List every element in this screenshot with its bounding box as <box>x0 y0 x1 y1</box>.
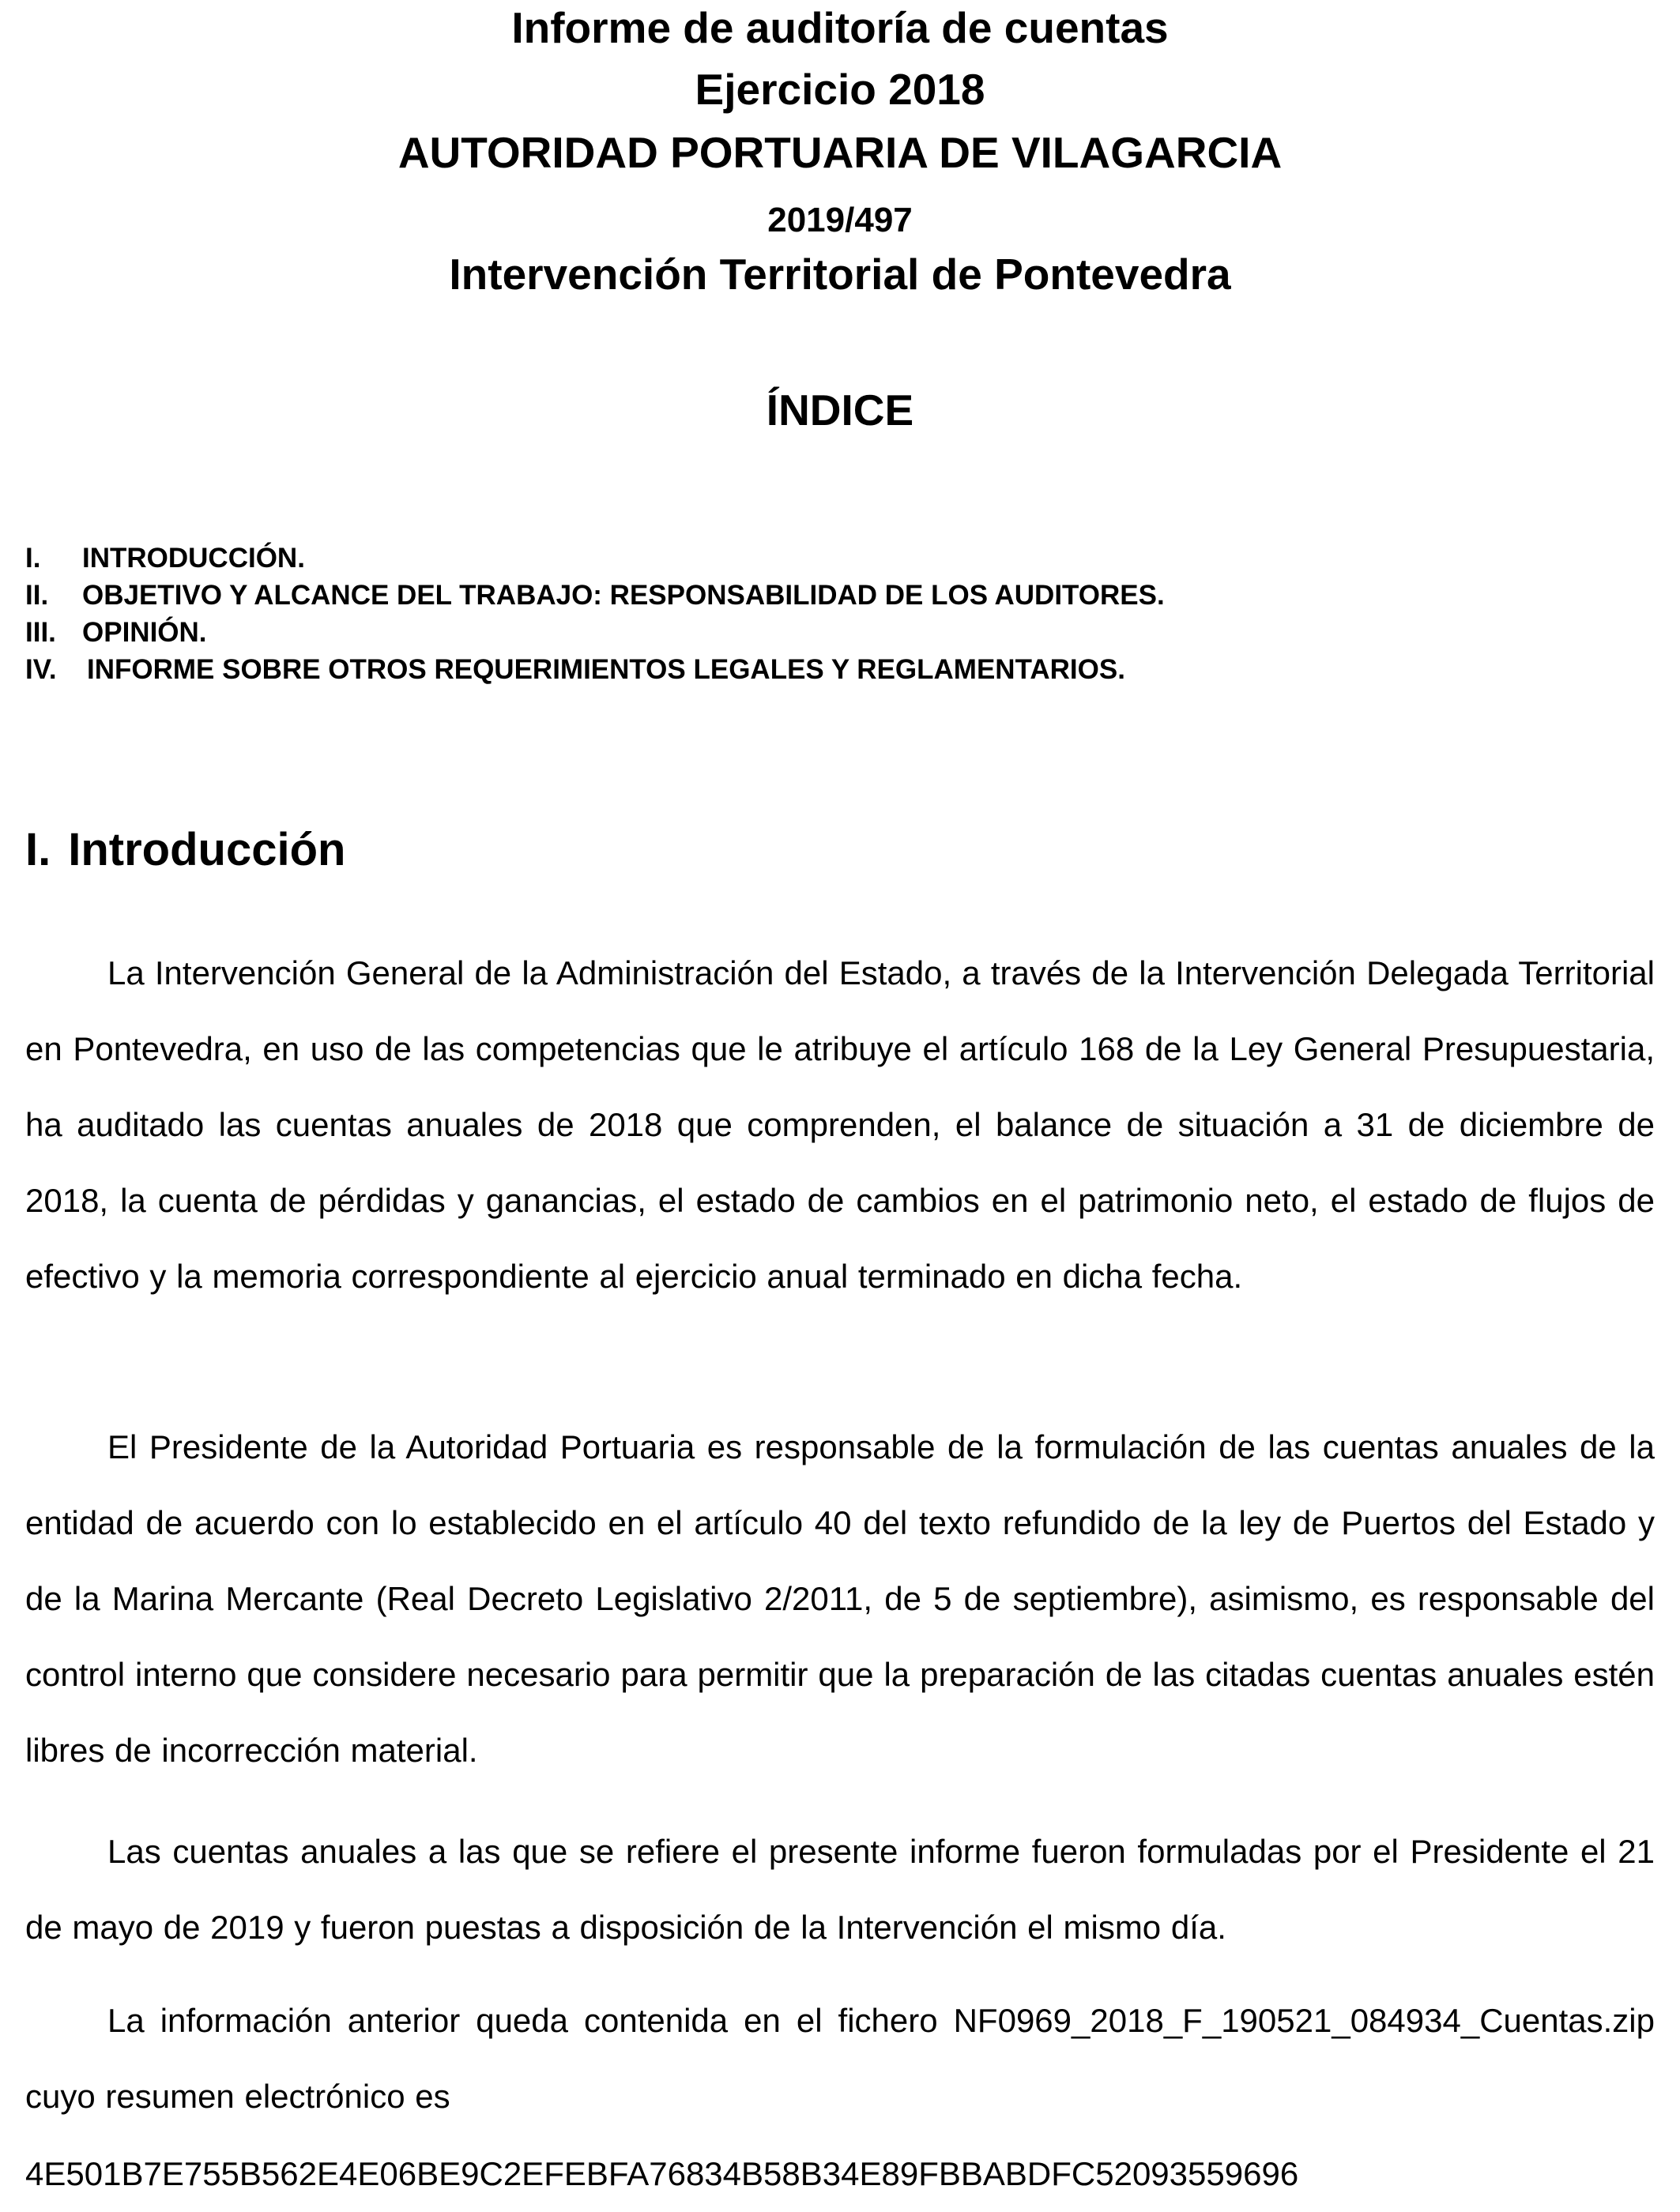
toc-item <box>25 577 1653 614</box>
report-number: 2019/497 <box>767 201 913 239</box>
intro-paragraph-4: La información anterior queda contenida en el fichero NF0969_2018_F_190521_084934_Cuentas.zip cuyo resumen electrónico es <box>25 2002 1655 2115</box>
section-title: Introducción <box>68 824 346 875</box>
fiscal-year: Ejercicio 2018 <box>695 65 985 114</box>
toc-item-label: INFORME SOBRE OTROS REQUERIMIENTOS LEGALES Y REGLAMENTARIOS. <box>87 654 1125 685</box>
toc-item-label: OBJETIVO Y ALCANCE DEL TRABAJO: RESPONSABILIDAD DE LOS AUDITORES. <box>82 580 1165 611</box>
toc-item-number: IV. <box>25 654 57 685</box>
intro-paragraph-3: Las cuentas anuales a las que se refiere el presente informe fueron formuladas por el Presidente el 21 de mayo de 2019 y fueron puestas a disposición de la Intervención el mismo día. <box>25 1833 1655 1946</box>
toc-item <box>25 651 1653 688</box>
intro-paragraph-2: El Presidente de la Autoridad Portuaria es responsable de la formulación de las cuentas anuales de la entidad de acuerdo con lo establecido en el artículo 40 del texto refundido de la ley de Puertos del Estado y de la Marina Mercante (Real Decreto Legislativo 2/2011, de 5 de septiembre), asimismo, es responsable del control interno que considere necesario para permitir que la preparación de las citadas cuentas anuales estén libres de incorrección material. <box>25 1428 1655 1769</box>
toc-item-number: III. <box>25 617 56 648</box>
entity-name: AUTORIDAD PORTUARIA DE VILAGARCIA <box>397 128 1283 177</box>
index-title: ÍNDICE <box>766 386 914 434</box>
toc-item-label: OPINIÓN. <box>82 617 207 648</box>
toc-item-number: I. <box>25 543 41 574</box>
section-heading-introduccion <box>25 818 345 882</box>
section-number: I. <box>25 824 51 875</box>
toc-item-label: INTRODUCCIÓN. <box>82 543 305 574</box>
issuing-office: Intervención Territorial de Pontevedra <box>449 250 1231 299</box>
toc-item-number: II. <box>25 580 49 611</box>
electronic-hash: 4E501B7E755B562E4E06BE9C2EFEBFA76834B58B34E89FBBABDFC52093559696 <box>25 2155 1299 2192</box>
report-title: Informe de auditoría de cuentas <box>511 3 1169 52</box>
toc-item <box>25 540 1653 577</box>
toc-item <box>25 614 1653 651</box>
intro-paragraph-1: La Intervención General de la Administración del Estado, a través de la Intervención Delegada Territorial en Pontevedra, en uso de las competencias que le atribuye el artículo 168 de la Ley General Presupuestaria, ha auditado las cuentas anuales de 2018 que comprenden, el balance de situación a 31 de diciembre de 2018, la cuenta de pérdidas y ganancias, el estado de cambios en el patrimonio neto, el estado de flujos de efectivo y la memoria correspondiente al ejercicio anual terminado en dicha fecha. <box>25 954 1655 1295</box>
table-of-contents <box>25 540 1653 688</box>
